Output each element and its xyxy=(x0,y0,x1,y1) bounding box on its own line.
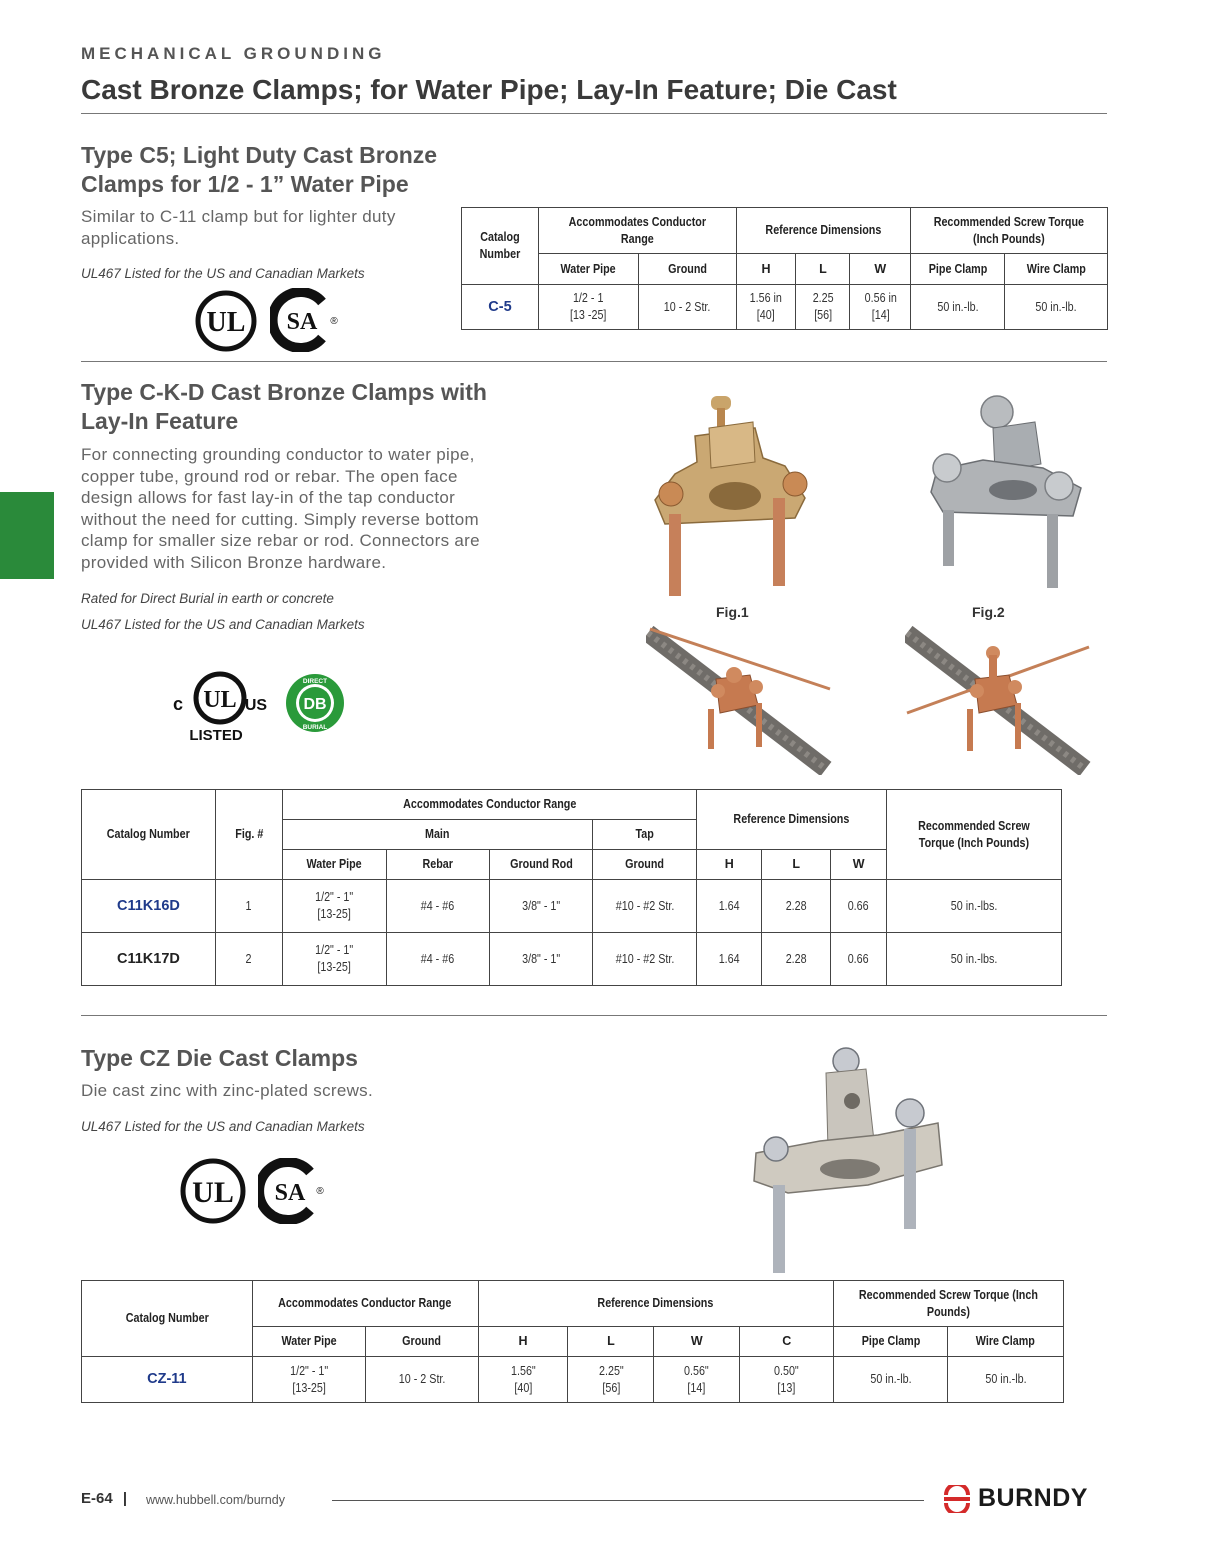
table-row xyxy=(82,933,1062,986)
cz-spec-table xyxy=(81,1280,1064,1403)
fig1-bronze-clamp-image xyxy=(645,388,815,600)
svg-text:DIRECT: DIRECT xyxy=(302,678,328,685)
svg-text:c: c xyxy=(172,694,184,714)
header-screw-torque: Recommended Screw Torque (Inch Pounds) xyxy=(911,208,1108,254)
cell-torque: 50 in.-lbs. xyxy=(887,933,1062,986)
csa-logo xyxy=(270,288,342,352)
ckd-desc-line: For connecting grounding conductor to water pipe, xyxy=(81,445,475,464)
cell-w: 0.66 xyxy=(831,933,887,986)
cell-fig: 1 xyxy=(215,880,282,933)
fig2-label: Fig.2 xyxy=(972,604,1005,620)
ckd-desc-line: provided with Silicon Bronze hardware. xyxy=(81,552,387,572)
ul-logo xyxy=(194,290,258,352)
cell-w: 0.56" [14] xyxy=(654,1357,740,1403)
header-pipe-clamp: Pipe Clamp xyxy=(834,1327,948,1357)
cz-title: Type CZ Die Cast Clamps xyxy=(81,1045,358,1071)
c5-desc-line1: Similar to C-11 clamp but for lighter duty xyxy=(81,207,396,226)
culus-listed-logo xyxy=(170,668,270,744)
header-water-pipe: Water Pipe xyxy=(282,850,386,880)
catalog-link[interactable]: C11K17D xyxy=(82,933,216,986)
svg-text:BURIAL: BURIAL xyxy=(302,724,328,731)
cell-l: 2.28 xyxy=(762,880,831,933)
direct-burial-logo xyxy=(285,673,345,733)
page-number xyxy=(81,1490,127,1507)
cell-torque: 50 in.-lbs. xyxy=(887,880,1062,933)
cell-ground: 10 - 2 Str. xyxy=(365,1357,478,1403)
cell-h: 1.64 xyxy=(697,933,762,986)
cell-h: 1.56 in [40] xyxy=(736,285,796,330)
ckd-desc-line: without the need for cutting. Simply reverse bottom xyxy=(81,509,479,529)
fig2-zinc-clamp-image xyxy=(923,392,1088,592)
cell-h: 1.56" [40] xyxy=(478,1357,568,1403)
header-reference-dimensions: Reference Dimensions xyxy=(478,1281,834,1327)
c5-listing-note: UL467 Listed for the US and Canadian Markets xyxy=(81,266,365,281)
header-screw-torque: Recommended Screw Torque (Inch Pounds) xyxy=(834,1281,1064,1327)
header-w: W xyxy=(654,1327,740,1357)
ckd-title-line1: Type C-K-D Cast Bronze Clamps with xyxy=(81,379,487,405)
header-h: H xyxy=(736,254,796,285)
ul-logo xyxy=(179,1157,247,1225)
svg-text:LISTED: LISTED xyxy=(189,727,243,744)
cell-wire-clamp: 50 in.-lb. xyxy=(948,1357,1064,1403)
cell-water-pipe: 1/2 - 1 [13 -25] xyxy=(538,285,638,330)
header-catalog-number: Catalog Number xyxy=(462,208,539,285)
c5-description xyxy=(81,206,396,249)
page-title: Cast Bronze Clamps; for Water Pipe; Lay-In Feature; Die Cast xyxy=(81,74,897,105)
header-water-pipe: Water Pipe xyxy=(538,254,638,285)
cz-description: Die cast zinc with zinc-plated screws. xyxy=(81,1081,373,1100)
title-divider xyxy=(81,113,1107,114)
header-c: C xyxy=(740,1327,834,1357)
ckd-spec-table xyxy=(81,789,1062,986)
header-reference-dimensions: Reference Dimensions xyxy=(697,790,887,850)
c5-spec-table xyxy=(461,207,1108,330)
header-ground: Ground xyxy=(593,850,697,880)
header-accommodates: Accommodates Conductor Range xyxy=(282,790,697,820)
svg-text:®: ® xyxy=(330,316,338,327)
ckd-desc-line: clamp for smaller size rebar or rod. Connectors are xyxy=(81,531,480,550)
catalog-link[interactable]: C11K16D xyxy=(82,880,216,933)
header-w: W xyxy=(831,850,887,880)
header-reference-dimensions: Reference Dimensions xyxy=(736,208,911,254)
catalog-link[interactable]: CZ-11 xyxy=(82,1357,253,1403)
svg-text:UL: UL xyxy=(192,1176,234,1209)
header-screw-torque: Recommended Screw Torque (Inch Pounds) xyxy=(887,790,1062,880)
header-ground: Ground xyxy=(638,254,736,285)
svg-text:®: ® xyxy=(316,1186,324,1197)
section-divider xyxy=(81,1015,1107,1016)
cell-pipe-clamp: 50 in.-lb. xyxy=(911,285,1005,330)
cell-ground-rod: 3/8" - 1" xyxy=(489,933,593,986)
header-h: H xyxy=(697,850,762,880)
cell-w: 0.66 xyxy=(831,880,887,933)
ckd-listing-note: UL467 Listed for the US and Canadian Markets xyxy=(81,617,365,632)
ckd-title-line2: Lay-In Feature xyxy=(81,408,239,434)
header-ground: Ground xyxy=(365,1327,478,1357)
section-tab xyxy=(0,492,54,579)
header-ground-rod: Ground Rod xyxy=(489,850,593,880)
cell-rebar: #4 - #6 xyxy=(386,880,489,933)
cell-rebar: #4 - #6 xyxy=(386,933,489,986)
header-catalog-number: Catalog Number xyxy=(82,790,216,880)
ckd-title xyxy=(81,378,487,436)
svg-text:UL: UL xyxy=(206,307,246,338)
header-rebar: Rebar xyxy=(386,850,489,880)
csa-logo xyxy=(258,1158,328,1224)
cell-pipe-clamp: 50 in.-lb. xyxy=(834,1357,948,1403)
footer-divider xyxy=(332,1500,924,1501)
ckd-desc-line: design allows for fast lay-in of the tap conductor xyxy=(81,488,456,507)
cell-water-pipe: 1/2" - 1" [13-25] xyxy=(282,880,386,933)
header-fig: Fig. # xyxy=(215,790,282,880)
ckd-description xyxy=(81,444,480,573)
burndy-mark-icon xyxy=(942,1485,972,1513)
catalog-link[interactable]: C-5 xyxy=(462,285,539,330)
cell-ground: #10 - #2 Str. xyxy=(593,880,697,933)
ckd-desc-line: copper tube, ground rod or rebar. The open face xyxy=(81,466,458,486)
header-wire-clamp: Wire Clamp xyxy=(948,1327,1064,1357)
burndy-logo xyxy=(942,1484,1088,1513)
cell-w: 0.56 in [14] xyxy=(850,285,911,330)
fig1-label: Fig.1 xyxy=(716,604,749,620)
cz-listing-note: UL467 Listed for the US and Canadian Markets xyxy=(81,1119,365,1134)
ckd-burial-note: Rated for Direct Burial in earth or concrete xyxy=(81,591,334,606)
cell-fig: 2 xyxy=(215,933,282,986)
brand-name: BURNDY xyxy=(978,1484,1088,1512)
cell-h: 1.64 xyxy=(697,880,762,933)
rebar-install-image-1 xyxy=(646,625,832,775)
svg-text:SA: SA xyxy=(286,309,318,335)
cell-wire-clamp: 50 in.-lb. xyxy=(1005,285,1108,330)
cell-l: 2.25 [56] xyxy=(796,285,850,330)
header-accommodates: Accommodates Conductor Range xyxy=(538,208,736,254)
page-number-text: E-64 xyxy=(81,1490,113,1507)
header-accommodates: Accommodates Conductor Range xyxy=(252,1281,478,1327)
cell-water-pipe: 1/2" - 1" [13-25] xyxy=(252,1357,365,1403)
svg-text:UL: UL xyxy=(203,687,237,713)
cell-ground-rod: 3/8" - 1" xyxy=(489,880,593,933)
c5-title xyxy=(81,141,437,199)
header-h: H xyxy=(478,1327,568,1357)
cell-l: 2.25" [56] xyxy=(568,1357,654,1403)
header-tap: Tap xyxy=(593,820,697,850)
header-l: L xyxy=(568,1327,654,1357)
header-catalog-number: Catalog Number xyxy=(82,1281,253,1357)
table-row xyxy=(82,880,1062,933)
section-kicker: MECHANICAL GROUNDING xyxy=(81,44,386,63)
header-pipe-clamp: Pipe Clamp xyxy=(911,254,1005,285)
cell-c: 0.50" [13] xyxy=(740,1357,834,1403)
c5-title-line2: Clamps for 1/2 - 1” Water Pipe xyxy=(81,171,409,197)
rebar-install-image-2 xyxy=(905,625,1091,775)
svg-text:SA: SA xyxy=(274,1180,306,1206)
cell-water-pipe: 1/2" - 1" [13-25] xyxy=(282,933,386,986)
page-separator: | xyxy=(122,1490,128,1507)
header-water-pipe: Water Pipe xyxy=(252,1327,365,1357)
svg-text:DB: DB xyxy=(303,696,327,713)
header-l: L xyxy=(796,254,850,285)
header-main: Main xyxy=(282,820,593,850)
header-wire-clamp: Wire Clamp xyxy=(1005,254,1108,285)
cell-ground: #10 - #2 Str. xyxy=(593,933,697,986)
footer-url-link[interactable]: www.hubbell.com/burndy xyxy=(146,1493,285,1507)
cz-clamp-image xyxy=(748,1045,948,1277)
section-divider xyxy=(81,361,1107,362)
cell-ground: 10 - 2 Str. xyxy=(638,285,736,330)
svg-text:US: US xyxy=(244,697,268,714)
table-row xyxy=(82,1357,1064,1403)
table-row xyxy=(462,285,1108,330)
c5-desc-line2: applications. xyxy=(81,228,180,248)
header-l: L xyxy=(762,850,831,880)
header-w: W xyxy=(850,254,911,285)
cell-l: 2.28 xyxy=(762,933,831,986)
c5-title-line1: Type C5; Light Duty Cast Bronze xyxy=(81,142,438,168)
